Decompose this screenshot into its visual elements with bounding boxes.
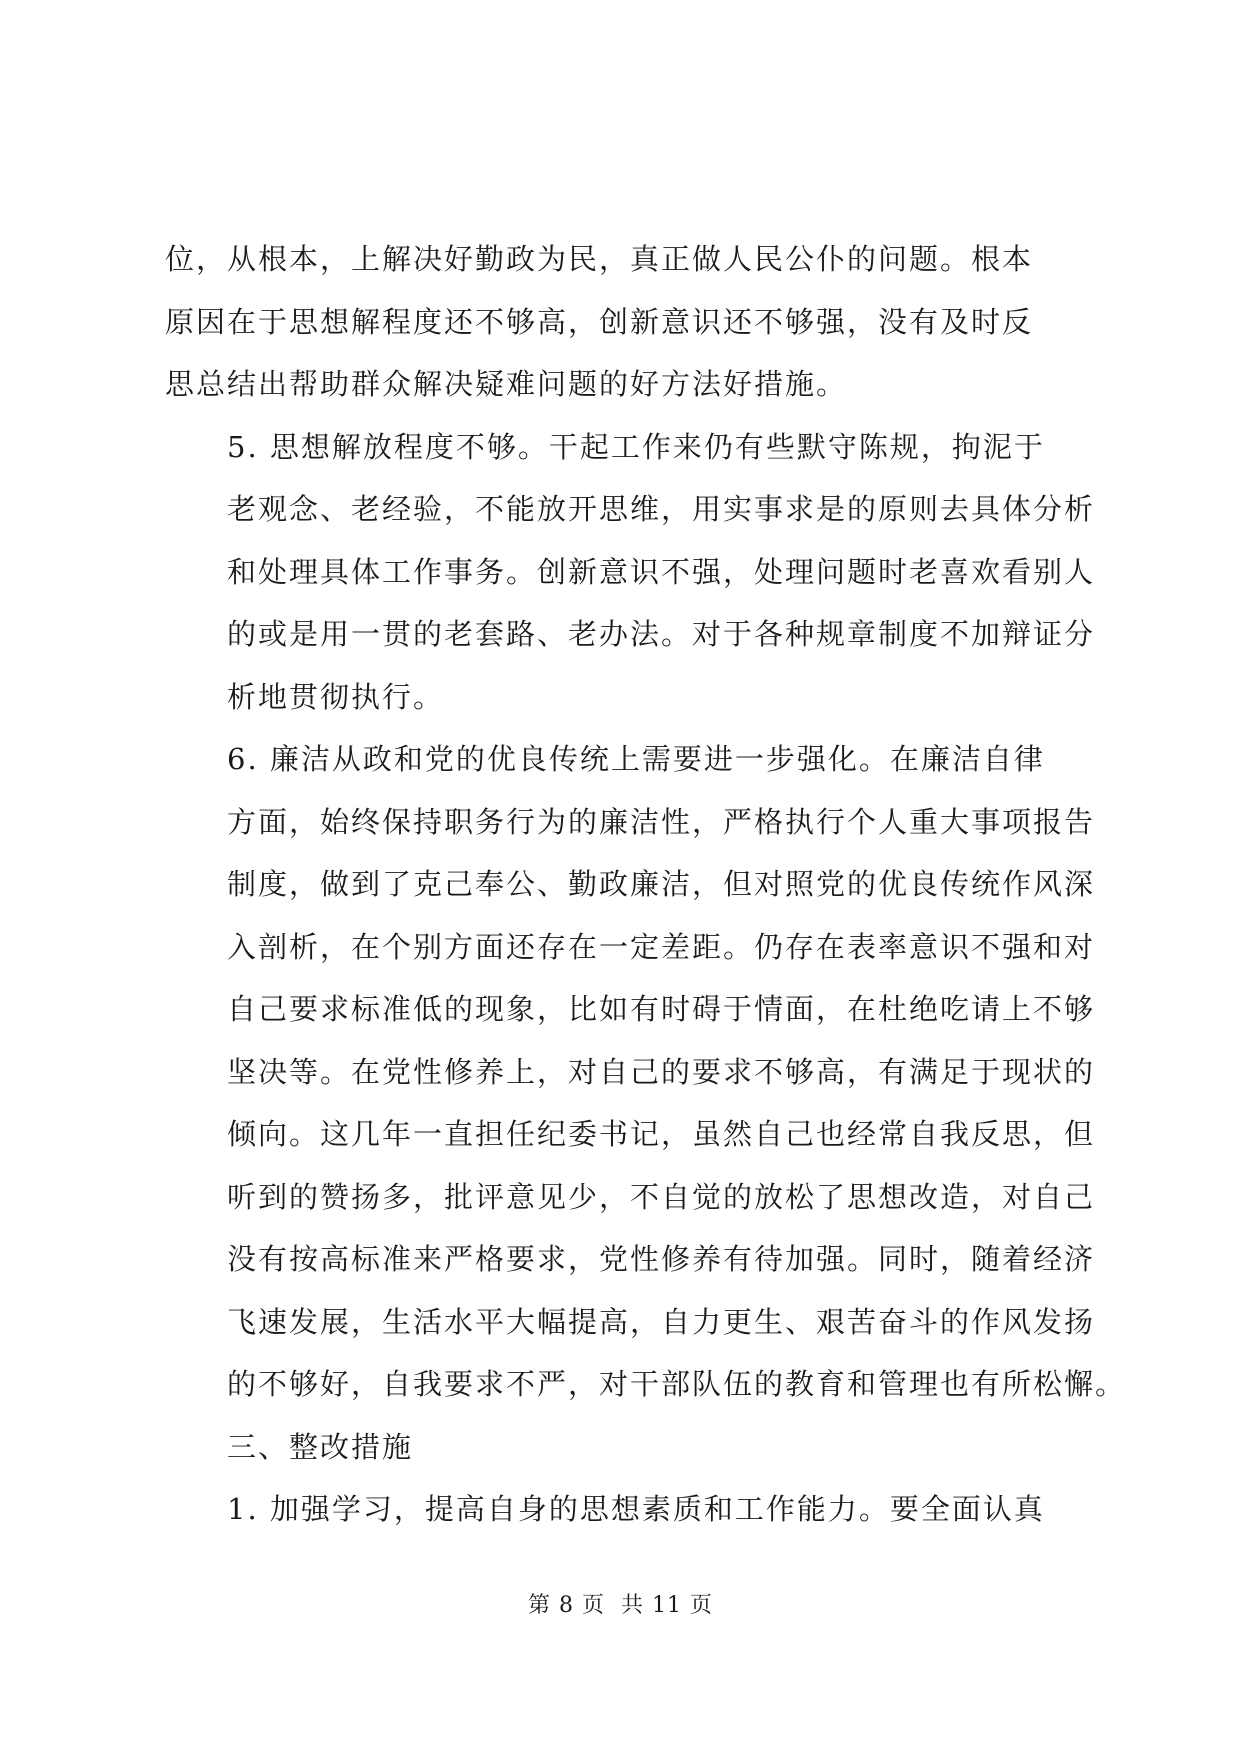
text-line: 1. 加强学习，提高自身的思想素质和工作能力。要全面认真 (227, 1492, 1045, 1526)
paragraph-measure-1 (165, 1478, 1080, 1541)
text-line: 5. 思想解放程度不够。干起工作来仍有些默守陈规，拘泥于 (227, 429, 1045, 464)
text-line: 位，从根本，上解决好勤政为民，真正做人民公仆的问题。根本 (165, 242, 1034, 276)
text-line: 6. 廉洁从政和党的优良传统上需要进一步强化。在廉洁自律 (227, 742, 1045, 776)
text-line: 的不够好，自我要求不严，对干部队伍的教育和管理也有所松懈。 (227, 1367, 1127, 1401)
text-line: 入剖析，在个别方面还存在一定差距。仍存在表率意识不强和对 (227, 929, 1096, 964)
text-line: 没有按高标准来严格要求，党性修养有待加强。同时，随着经济 (227, 1242, 1096, 1276)
page-total: 共 11 页 (621, 1593, 713, 1618)
text-line: 思总结出帮助群众解决疑难问题的好方法好措施。 (165, 367, 848, 401)
text-line: 老观念、老经验，不能放开思维，用实事求是的原则去具体分析 (227, 492, 1096, 526)
text-line: 方面，始终保持职务行为的廉洁性，严格执行个人重大事项报告 (227, 804, 1096, 839)
text-line: 听到的赞扬多，批评意见少，不自觉的放松了思想改造，对自己 (227, 1179, 1096, 1214)
text-line: 析地贯彻执行。 (227, 679, 445, 714)
text-line: 自己要求标准低的现象，比如有时碍于情面，在杜绝吃请上不够 (227, 992, 1096, 1026)
document-body (165, 228, 1127, 1541)
paragraph-item-6 (165, 728, 1127, 1416)
text-line: 原因在于思想解程度还不够高，创新意识还不够强，没有及时反 (165, 304, 1034, 339)
paragraph-section-3 (165, 1416, 1080, 1479)
paragraph-item-5 (165, 416, 1096, 729)
paragraph-continuation (165, 228, 1080, 416)
text-line: 坚决等。在党性修养上，对自己的要求不够高，有满足于现状的 (227, 1054, 1096, 1089)
page-number: 第 8 页 (528, 1593, 605, 1618)
text-line: 的或是用一贯的老套路、老办法。对于各种规章制度不加辩证分 (227, 617, 1096, 651)
page-footer (0, 1588, 1241, 1619)
text-line: 倾向。这几年一直担任纪委书记，虽然自己也经常自我反思，但 (227, 1117, 1096, 1151)
text-line: 和处理具体工作事务。创新意识不强，处理问题时老喜欢看别人 (227, 554, 1096, 589)
text-line: 制度，做到了克己奉公、勤政廉洁，但对照党的优良传统作风深 (227, 867, 1096, 901)
text-line: 飞速发展，生活水平大幅提高，自力更生、艰苦奋斗的作风发扬 (227, 1304, 1096, 1339)
text-line: 三、整改措施 (227, 1429, 414, 1464)
